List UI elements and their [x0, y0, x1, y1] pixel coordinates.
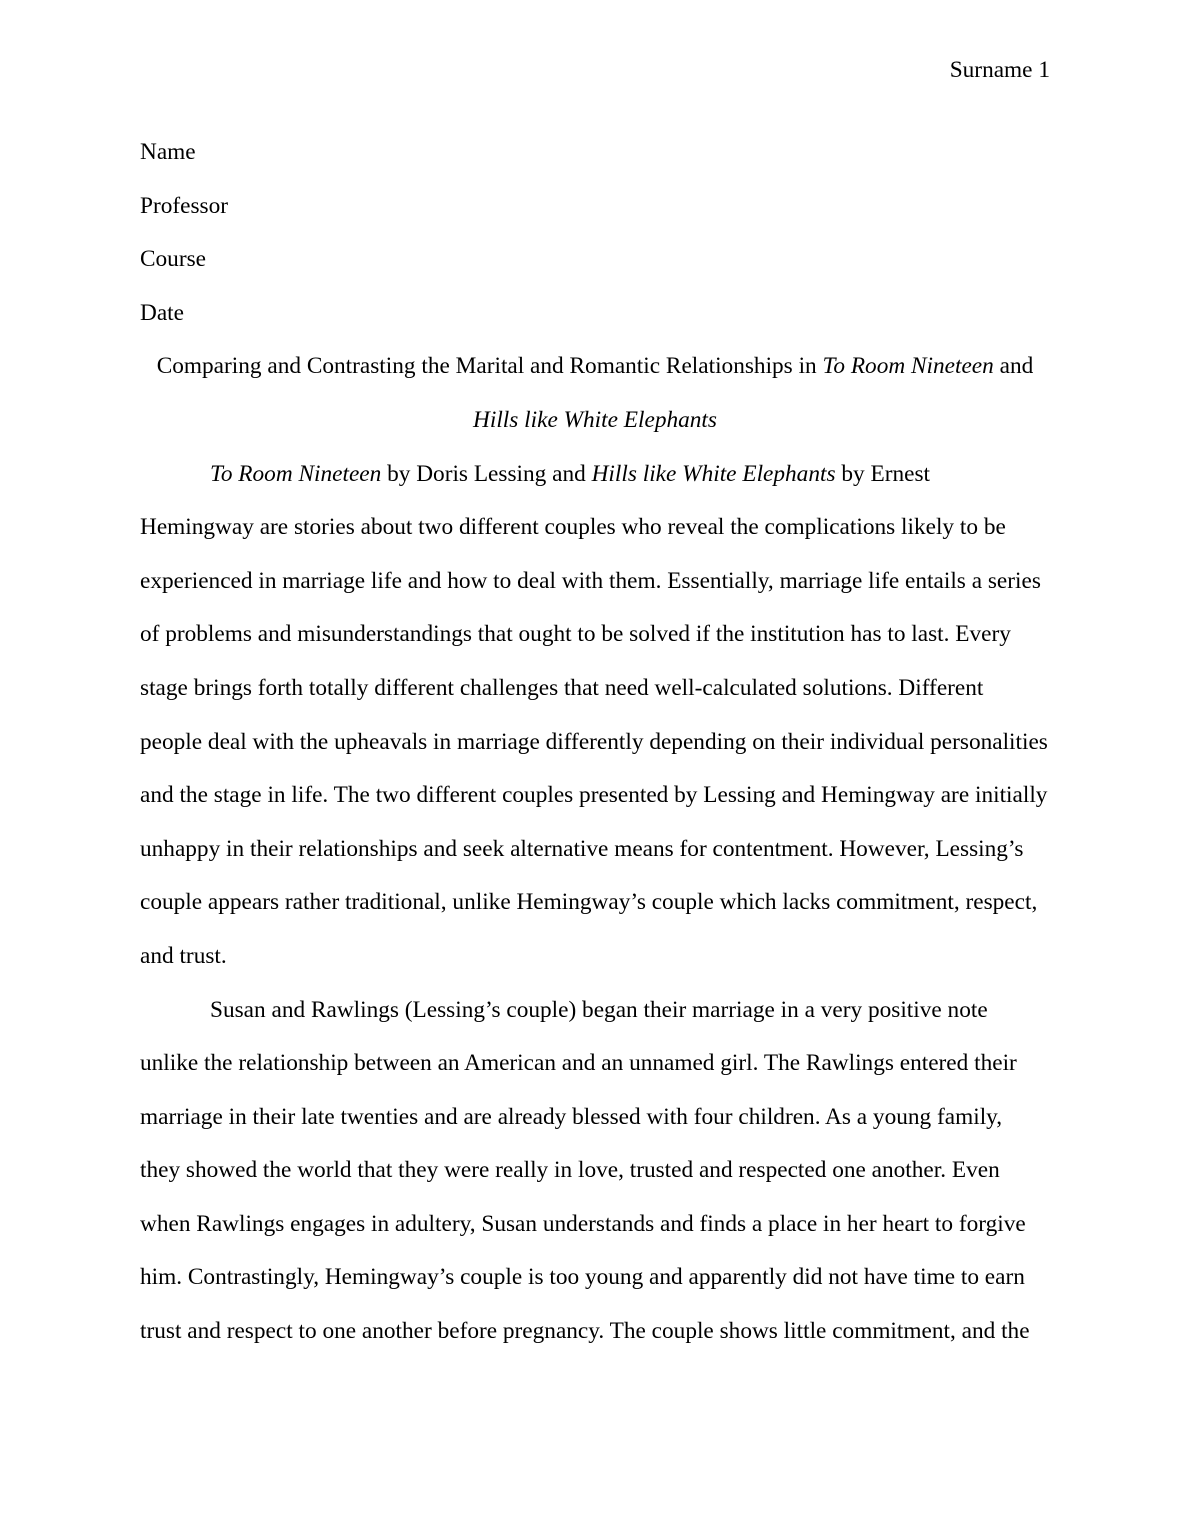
- paragraph-line: him. Contrastingly, Hemingway’s couple is too young and apparently did not have time to earn: [140, 1264, 1025, 1291]
- date: Date: [140, 299, 184, 326]
- document-body: [140, 126, 1050, 1359]
- title-line-1: [140, 340, 1050, 394]
- work-title: To Room Nineteen: [210, 460, 382, 487]
- paragraph-line: [140, 448, 1050, 502]
- work-title: Hills like White Elephants: [591, 460, 836, 487]
- paragraph-line: trust and respect to one another before pregnancy. The couple shows little commitment, and the: [140, 1318, 1030, 1345]
- running-head: Surname 1: [949, 57, 1050, 83]
- paragraph-line: they showed the world that they were really in love, trusted and respected one another. Even: [140, 1157, 1000, 1184]
- paragraph-line: and the stage in life. The two different couples presented by Lessing and Hemingway are initially: [140, 782, 1048, 809]
- paragraph-line: people deal with the upheavals in marriage differently depending on their individual personalities: [140, 728, 1048, 755]
- professor-name: Professor: [140, 192, 229, 219]
- paragraph-line: stage brings forth totally different challenges that need well-calculated solutions. Different: [140, 674, 984, 701]
- paragraph-line: unlike the relationship between an American and an unnamed girl. The Rawlings entered their: [140, 1050, 1017, 1077]
- paragraph-line: and trust.: [140, 942, 227, 969]
- paragraph-line: marriage in their late twenties and are already blessed with four children. As a young family,: [140, 1103, 1003, 1130]
- title-work-1: To Room Nineteen: [822, 353, 994, 380]
- paragraph-1: [140, 448, 1050, 984]
- course-name: Course: [140, 246, 207, 273]
- paragraph-line: Hemingway are stories about two different couples who reveal the complications likely to be: [140, 514, 1006, 541]
- paragraph-line: Susan and Rawlings (Lessing’s couple) began their marriage in a very positive note: [210, 996, 988, 1023]
- student-name: Name: [140, 139, 196, 165]
- paragraph-line: when Rawlings engages in adultery, Susan understands and finds a place in her heart to forgive: [140, 1210, 1026, 1237]
- paragraph-line: couple appears rather traditional, unlike Hemingway’s couple which lacks commitment, respect,: [140, 889, 1038, 916]
- title-text: Comparing and Contrasting the Marital and Romantic Relationships in: [156, 353, 823, 380]
- text: by Doris Lessing and: [381, 460, 592, 487]
- paragraph-line: of problems and misunderstandings that ought to be solved if the institution has to last. Every: [140, 621, 1011, 648]
- title-line-2: [140, 394, 1050, 448]
- paragraph-line: unhappy in their relationships and seek alternative means for contentment. However, Lessing’s: [140, 835, 1024, 862]
- title-text: and: [993, 353, 1034, 380]
- paragraph-2: [140, 984, 1050, 1359]
- text: by Ernest: [835, 460, 930, 487]
- title-work-2: Hills like White Elephants: [473, 406, 717, 433]
- paragraph-line: experienced in marriage life and how to deal with them. Essentially, marriage life entails a series: [140, 567, 1041, 594]
